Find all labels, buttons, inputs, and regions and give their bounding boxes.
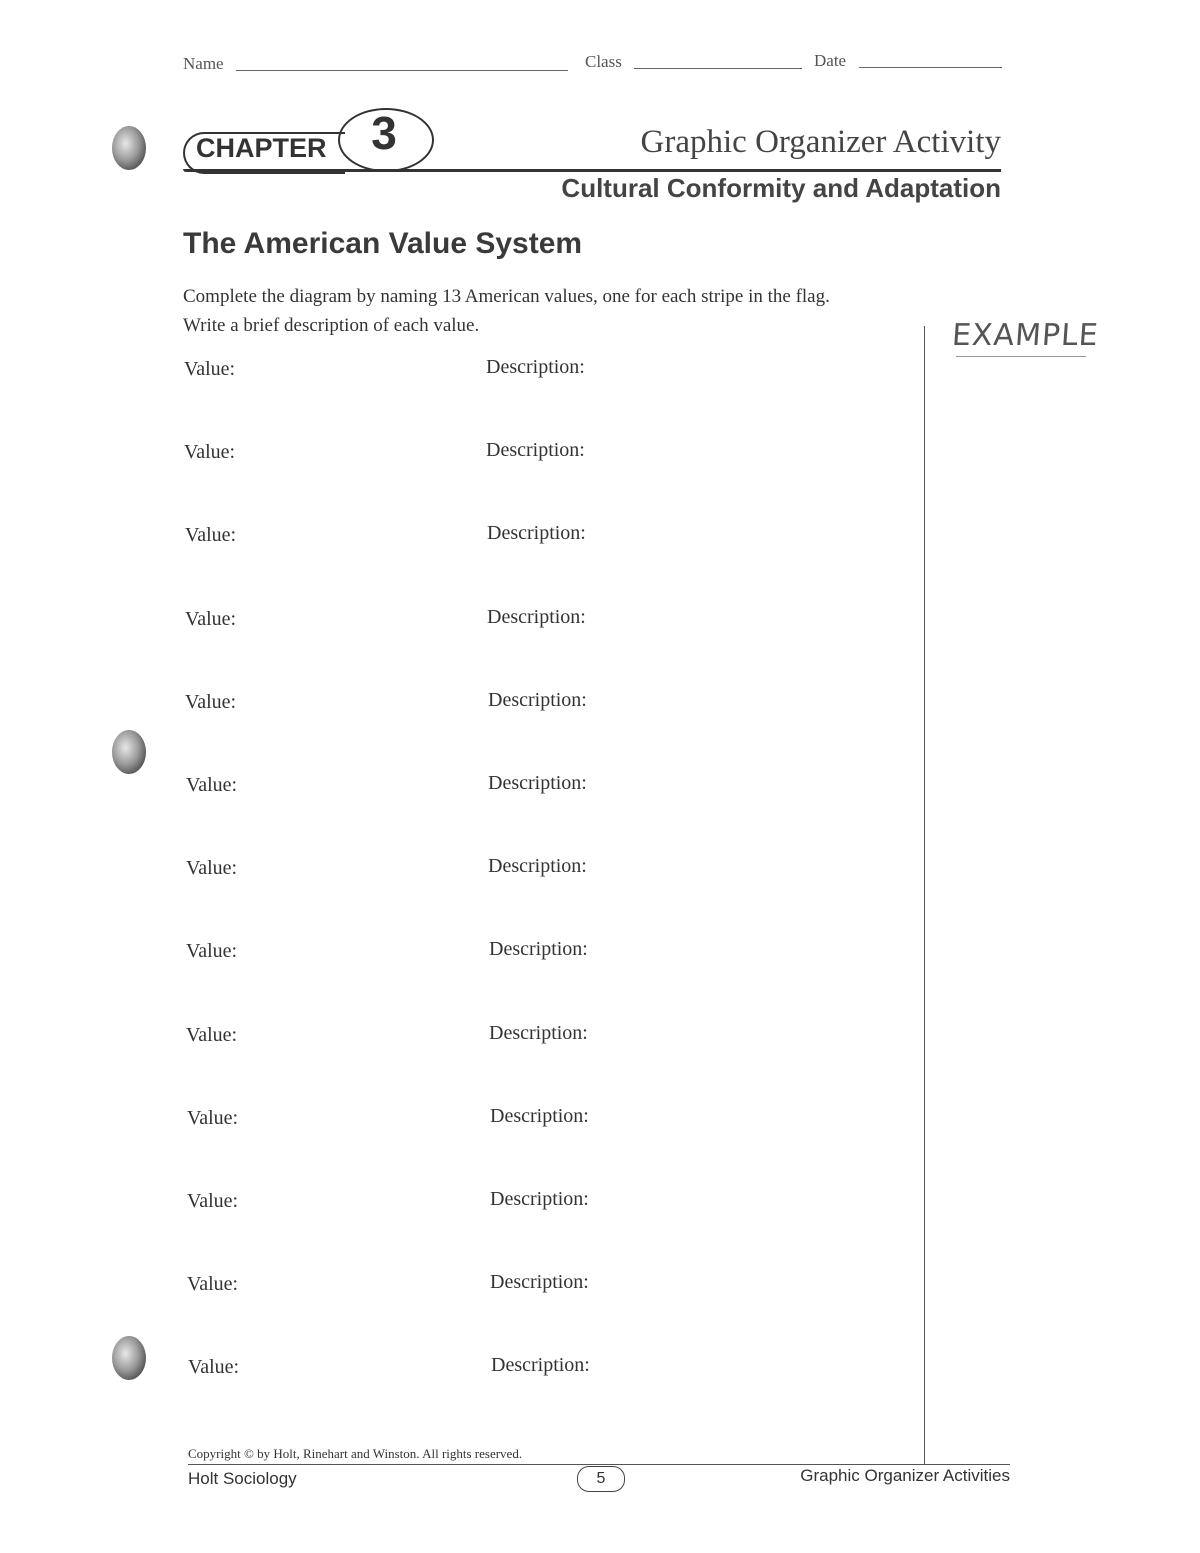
punch-hole-middle [112, 730, 146, 774]
value-label: Value: [184, 441, 236, 463]
description-label: Description: [486, 356, 585, 378]
date-label: Date [814, 51, 847, 70]
value-label: Value: [186, 774, 238, 796]
value-label: Value: [186, 1024, 238, 1046]
value-label: Value: [186, 857, 238, 879]
class-field[interactable] [634, 68, 802, 69]
name-label: Name [183, 54, 224, 73]
description-label: Description: [489, 938, 588, 960]
description-label: Description: [487, 606, 586, 628]
chapter-rule [183, 169, 1001, 172]
description-label: Description: [490, 1188, 589, 1210]
description-label: Description: [488, 689, 587, 711]
copyright-notice: Copyright © by Holt, Rinehart and Winston. All rights reserved. [188, 1446, 523, 1461]
handwritten-underline [956, 356, 1086, 357]
footer-book-title: Holt Sociology [188, 1469, 297, 1488]
page-title: The American Value System [183, 227, 583, 260]
value-label: Value: [186, 940, 238, 962]
value-label: Value: [187, 1107, 239, 1129]
description-label: Description: [486, 439, 585, 461]
instructions-line-1: Complete the diagram by naming 13 American values, one for each stripe in the flag. [183, 286, 830, 307]
description-label: Description: [490, 1271, 589, 1293]
value-label: Value: [187, 1190, 239, 1212]
value-label: Value: [187, 1273, 239, 1295]
instructions [183, 282, 983, 340]
description-label: Description: [489, 1022, 588, 1044]
handwritten-example-note: EXAMPLE [950, 318, 1100, 353]
value-label: Value: [184, 358, 236, 380]
value-label: Value: [185, 691, 237, 713]
value-label: Value: [185, 608, 237, 630]
description-label: Description: [491, 1354, 590, 1376]
instructions-line-2: Write a brief description of each value. [183, 315, 480, 336]
value-label: Value: [185, 524, 237, 546]
description-label: Description: [488, 855, 587, 877]
description-label: Description: [490, 1105, 589, 1127]
footer-section-title: Graphic Organizer Activities [800, 1466, 1010, 1485]
section-title: Cultural Conformity and Adaptation [561, 173, 1001, 203]
description-label: Description: [488, 772, 587, 794]
column-divider [924, 326, 925, 1464]
punch-hole-top [112, 126, 146, 170]
footer-rule [188, 1464, 1010, 1465]
chapter-number: 3 [371, 107, 397, 159]
name-field[interactable] [236, 70, 568, 71]
value-label: Value: [188, 1356, 240, 1378]
activity-title: Graphic Organizer Activity [640, 124, 1001, 160]
date-field[interactable] [859, 67, 1002, 68]
page-number: 5 [577, 1466, 625, 1492]
punch-hole-bottom [112, 1336, 146, 1380]
class-label: Class [585, 52, 622, 71]
description-label: Description: [487, 522, 586, 544]
chapter-word: CHAPTER [196, 133, 327, 163]
